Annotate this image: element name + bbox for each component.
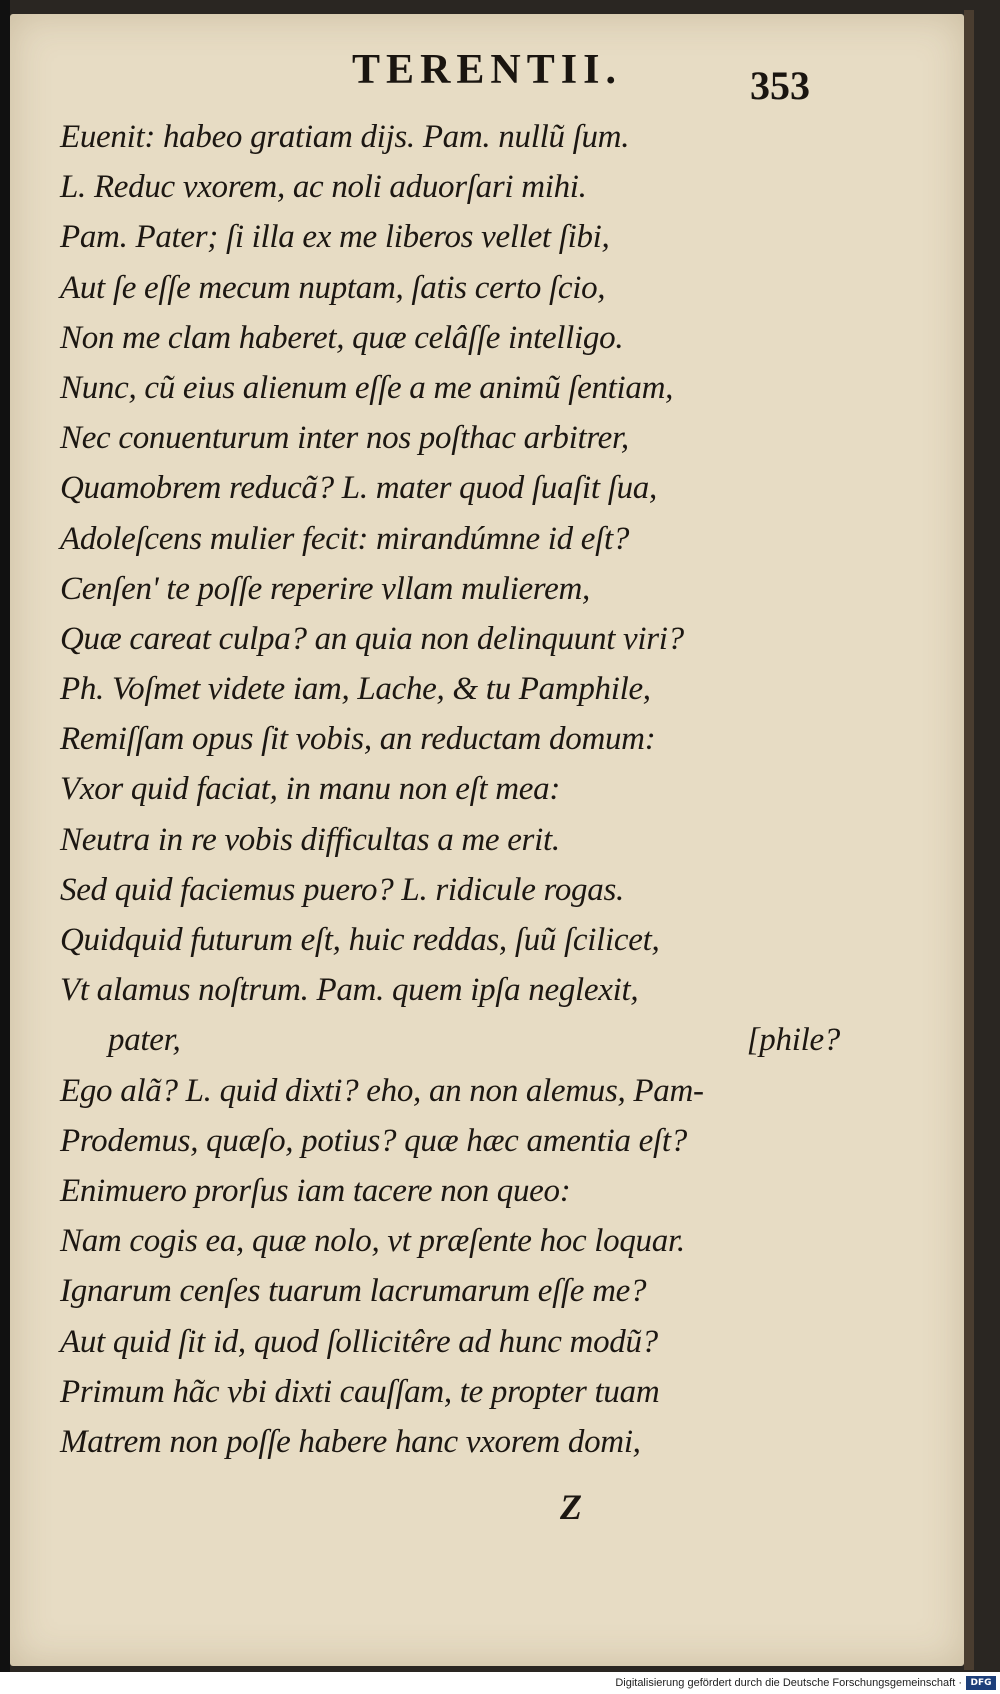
verse-line: Ph. Voſmet videte iam, Lache, & tu Pamphile, [60,671,651,708]
signature-mark: Z [560,1487,582,1527]
verse-line: Prodemus, quæſo, potius? quæ hæc amentia eſt? [60,1122,687,1159]
verse-line: Adoleſcens mulier fecit: mirandúmne id eſt? [60,520,630,557]
verse-line: Aut quid ſit id, quod ſollicitêre ad hunc modũ? [60,1323,658,1360]
verse-line: Ego alã? L. quid dixti? eho, an non alemus, Pam- [60,1072,704,1109]
funding-credit: Digitalisierung gefördert durch die Deutsche Forschungsgemeinschaft · [615,1677,962,1689]
book-page [10,14,964,1666]
running-head: TERENTII. [352,47,622,93]
verse-line: Primum hãc vbi dixti cauſſam, te propter tuam [60,1373,660,1410]
binding-gutter [0,0,10,1694]
page-number: 353 [750,63,810,108]
verse-line: Quamobrem reducã? L. mater quod ſuaſit ſua, [60,470,657,507]
verse-line: Sed quid faciemus puero? L. ridicule rogas. [60,871,624,908]
verse-line: Nunc, cũ eius alienum eſſe a me animũ ſentiam, [60,369,674,406]
verse-line: Nam cogis ea, quæ nolo, vt præſente hoc loquar. [60,1223,685,1260]
verse-line: Vxor quid faciat, in manu non eſt mea: [60,771,561,808]
verse-line: Aut ſe eſſe mecum nuptam, ſatis certo ſcio, [60,269,606,306]
verse-line: Nec conuenturum inter nos poſthac arbitrer, [60,420,629,457]
verse-line: Quidquid futurum eſt, huic reddas, ſuũ ſcilicet, [60,922,660,958]
verse-text-block [60,112,840,1467]
verse-line: Euenit: habeo gratiam dijs. Pam. nullũ ſum. [60,119,630,155]
verse-line: Cenſen' te poſſe reperire vllam mulierem, [60,570,590,607]
verse-split-line [60,1015,840,1065]
split-line-left: pater, [108,1022,181,1059]
verse-line: Neutra in re vobis difficultas a me erit. [60,821,560,858]
verse-line: Vt alamus noſtrum. Pam. quem ipſa neglexit, [60,972,639,1009]
page-edge [964,10,974,1670]
verse-line: Remiſſam opus ſit vobis, an reductam domum: [60,721,656,758]
dfg-logo: DFG [966,1676,996,1690]
verse-line: Matrem non poſſe habere hanc vxorem domi, [60,1423,641,1460]
verse-line: Pam. Pater; ſi illa ex me liberos vellet ſibi, [60,219,610,256]
split-line-right: [phile? [746,1022,840,1059]
verse-line: Non me clam haberet, quæ celâſſe intelligo. [60,319,624,356]
verse-line: Enimuero prorſus iam tacere non queo: [60,1172,571,1209]
verse-line: Ignarum cenſes tuarum lacrumarum eſſe me? [60,1273,647,1310]
verse-line: Quæ careat culpa? an quia non delinquunt viri? [60,620,684,657]
verse-line: L. Reduc vxorem, ac noli aduorſari mihi. [60,169,587,206]
